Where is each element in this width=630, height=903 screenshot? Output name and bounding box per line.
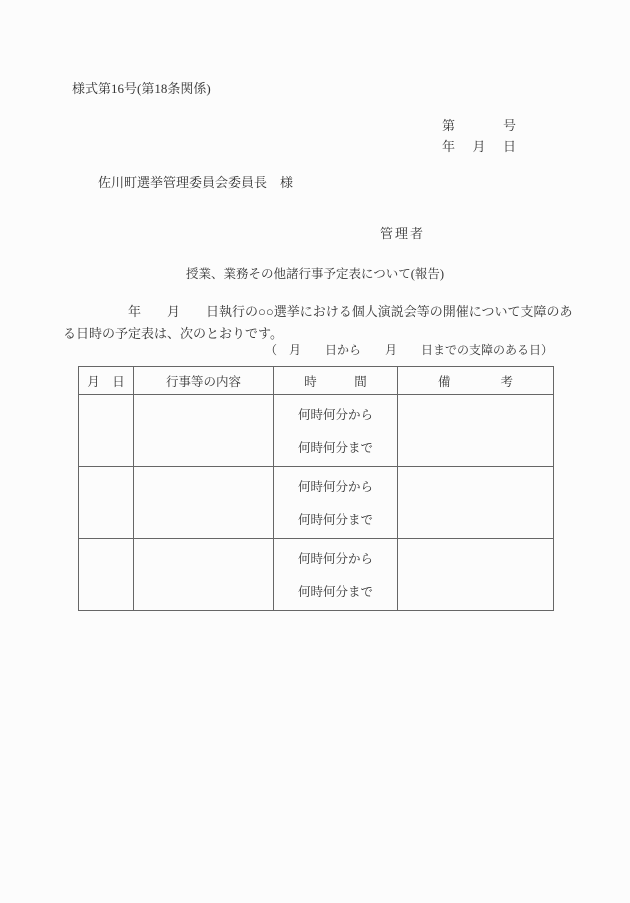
date-year-label: 年 [442,139,456,154]
cell-event [134,467,274,539]
cell-month-day [79,467,134,539]
table-row [79,467,554,539]
time-from-label: 何時何分から [297,552,373,566]
cell-month-day [79,395,134,467]
period-note: （ 月 日から 月 日までの支障のある日） [264,343,553,357]
col-header-remarks: 備 考 [398,367,554,395]
cell-month-day [79,539,134,611]
table-header-row [79,367,554,395]
body-paragraph [63,301,583,345]
body-line-1: 年 月 日執行の○○選挙における個人演説会等の開催について支障のあ [63,304,573,319]
time-to-label: 何時何分まで [297,513,373,527]
sender-title: 管理者 [380,226,426,241]
cell-remarks [398,395,554,467]
document-title: 授業、業務その他諸行事予定表について(報告) [185,267,445,281]
cell-time [274,467,398,539]
table-row [79,395,554,467]
date-day-label: 日 [502,139,516,154]
form-number: 様式第16号(第18条関係) [72,81,211,96]
time-from-label: 何時何分から [297,408,373,422]
time-to-label: 何時何分まで [297,441,373,455]
body-line-2: る日時の予定表は、次のとおりです。 [63,326,283,341]
col-header-time: 時 間 [274,367,398,395]
doc-number-line [442,115,516,136]
col-header-event: 行事等の内容 [134,367,274,395]
cell-remarks [398,539,554,611]
time-to-label: 何時何分まで [297,585,373,599]
cell-time [274,395,398,467]
cell-event [134,539,274,611]
cell-time [274,539,398,611]
table-row [79,539,554,611]
addressee: 佐川町選挙管理委員会委員長 様 [98,175,294,190]
cell-remarks [398,467,554,539]
schedule-table [78,366,554,611]
doc-number-block [442,115,516,157]
date-month-label: 月 [472,139,486,154]
doc-date-line [442,136,516,157]
doc-number-suffix: 号 [502,118,516,133]
time-from-label: 何時何分から [297,480,373,494]
doc-number-prefix: 第 [442,118,456,133]
cell-event [134,395,274,467]
col-header-month-day: 月 日 [79,367,134,395]
